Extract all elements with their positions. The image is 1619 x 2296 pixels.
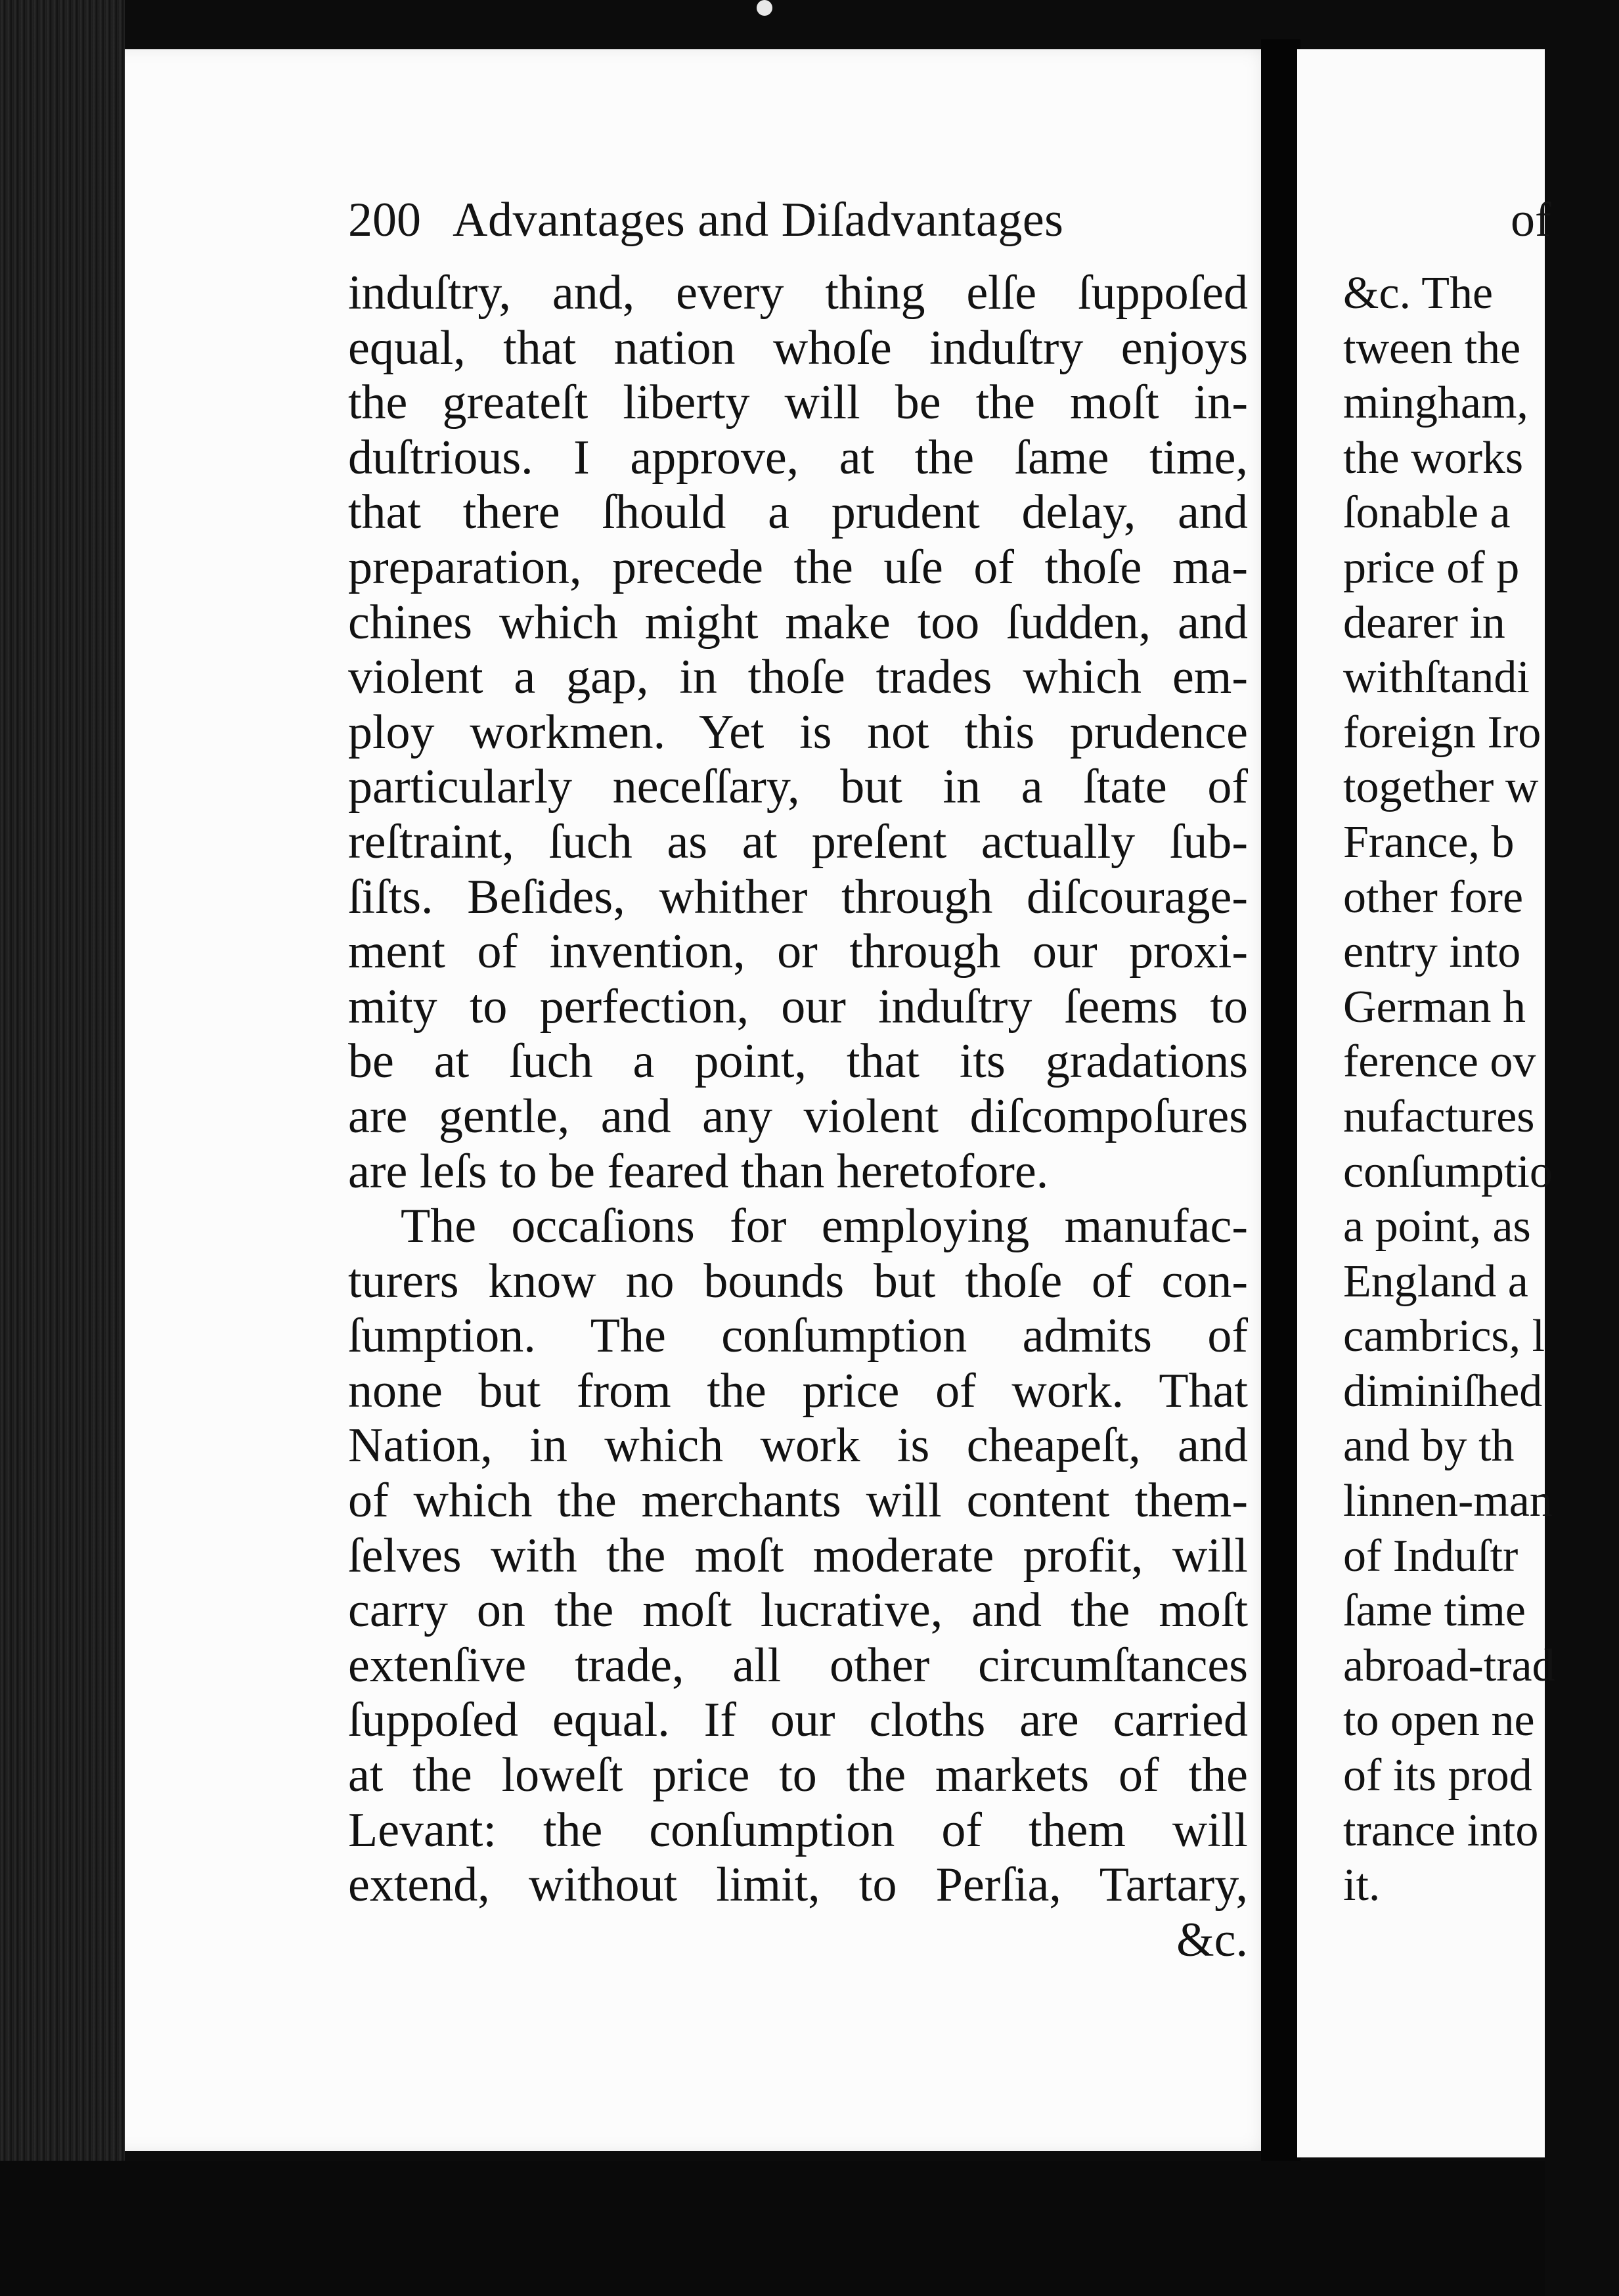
text-line: &c. The: [1343, 268, 1494, 319]
text-line: that there ſhould a prudent delay, and: [348, 485, 1248, 540]
text-line: nufactures: [1343, 1091, 1535, 1142]
book-binding: [0, 0, 125, 2296]
catchword: &c.: [1176, 1912, 1248, 1967]
text-line: mingham,: [1343, 378, 1528, 429]
text-line: ploy workmen. Yet is not this prudence: [348, 705, 1248, 759]
text-line: it.: [1343, 1860, 1381, 1911]
text-line: are leſs to be feared than heretofore.: [348, 1144, 1049, 1199]
text-line: withſtandi: [1343, 652, 1530, 703]
text-line: diminiſhed: [1343, 1365, 1543, 1417]
text-line: extenſive trade, all other circumſtances: [348, 1638, 1248, 1692]
text-line: preparation, precede the uſe of thoſe ma-: [348, 540, 1248, 594]
right-page-body: [1343, 266, 1619, 1913]
left-page-body: [348, 266, 1248, 1968]
text-line: abroad-trad: [1343, 1640, 1555, 1691]
text-line: ſame time: [1343, 1585, 1526, 1637]
text-line: turers know no bounds but thoſe of con-: [348, 1254, 1248, 1308]
text-line: France, b: [1343, 816, 1515, 868]
text-line: carry on the moſt lucrative, and the moſt: [348, 1583, 1248, 1638]
text-line: induſtry, and, every thing elſe ſuppoſed: [348, 266, 1248, 320]
text-line: foreign Iro: [1343, 707, 1541, 758]
text-line: are gentle, and any violent diſcompoſures: [348, 1089, 1248, 1143]
text-line: ſumption. The conſumption admits of: [348, 1309, 1248, 1363]
text-line: ference ov: [1343, 1036, 1536, 1088]
text-line: none but from the price of work. That: [348, 1363, 1248, 1418]
scan-bottom-border: [0, 2161, 1545, 2296]
text-line: The occaſions for employing manufac-: [401, 1199, 1248, 1254]
text-line: Levant: the conſumption of them will: [348, 1803, 1248, 1857]
text-line: cambrics, l: [1343, 1311, 1545, 1362]
text-line: a point, as: [1343, 1201, 1531, 1252]
text-line: violent a gap, in thoſe trades which em-: [348, 650, 1248, 705]
text-line: be at ſuch a point, that its gradations: [348, 1034, 1248, 1089]
text-line: chines which might make too ſudden, and: [348, 595, 1248, 650]
text-line: extend, without limit, to Perſia, Tartary,: [348, 1858, 1248, 1912]
text-line: ment of invention, or through our proxi-: [348, 925, 1248, 979]
text-line: dearer in: [1343, 597, 1505, 648]
text-line: ſuppoſed equal. If our cloths are carried: [348, 1693, 1248, 1748]
text-line: conſumptio: [1343, 1146, 1553, 1197]
text-line: trance into: [1343, 1805, 1539, 1856]
text-line: the greateſt liberty will be the moſt in-: [348, 376, 1248, 430]
text-line: together w: [1343, 762, 1539, 813]
text-line: at the loweſt price to the markets of the: [348, 1748, 1248, 1803]
text-line: ſonable a: [1343, 487, 1511, 539]
text-line: ſiſts. Beſides, whither through diſcourage-: [348, 870, 1248, 924]
text-line: equal, that nation whoſe induſtry enjoys: [348, 320, 1248, 375]
text-line: linnen-man: [1343, 1476, 1553, 1527]
text-line: to open ne: [1343, 1695, 1535, 1746]
text-line: price of p: [1343, 542, 1520, 593]
page-number: 200: [348, 193, 421, 247]
text-line: of its prod: [1343, 1750, 1532, 1801]
text-line: and by th: [1343, 1421, 1515, 1472]
text-line: of Induſtr: [1343, 1530, 1519, 1581]
text-line: ſelves with the moſt moderate profit, will: [348, 1528, 1248, 1583]
text-line: German h: [1343, 981, 1526, 1032]
right-page-header: of: [1511, 193, 1551, 247]
text-line: duſtrious. I approve, at the ſame time,: [348, 430, 1248, 485]
text-line: England a: [1343, 1256, 1528, 1307]
text-line: Nation, in which work is cheapeſt, and: [348, 1419, 1248, 1473]
text-line: the works: [1343, 432, 1524, 483]
text-line: of which the merchants will content them-: [348, 1474, 1248, 1528]
right-page: [1297, 49, 1555, 2157]
text-line: other fore: [1343, 872, 1524, 923]
text-line: mity to perfection, our induſtry ſeems to: [348, 979, 1248, 1034]
page-header: [348, 187, 1254, 253]
text-line: reſtraint, ſuch as at preſent actually ſub-: [348, 814, 1248, 869]
text-line: entry into: [1343, 927, 1521, 978]
text-line: particularly neceſſary, but in a ſtate of: [348, 760, 1248, 814]
text-line: tween the: [1343, 322, 1521, 374]
page-gutter: [1261, 39, 1300, 2167]
running-title: Advantages and Diſadvantages: [453, 193, 1064, 247]
scan-registration-mark: [757, 0, 772, 16]
